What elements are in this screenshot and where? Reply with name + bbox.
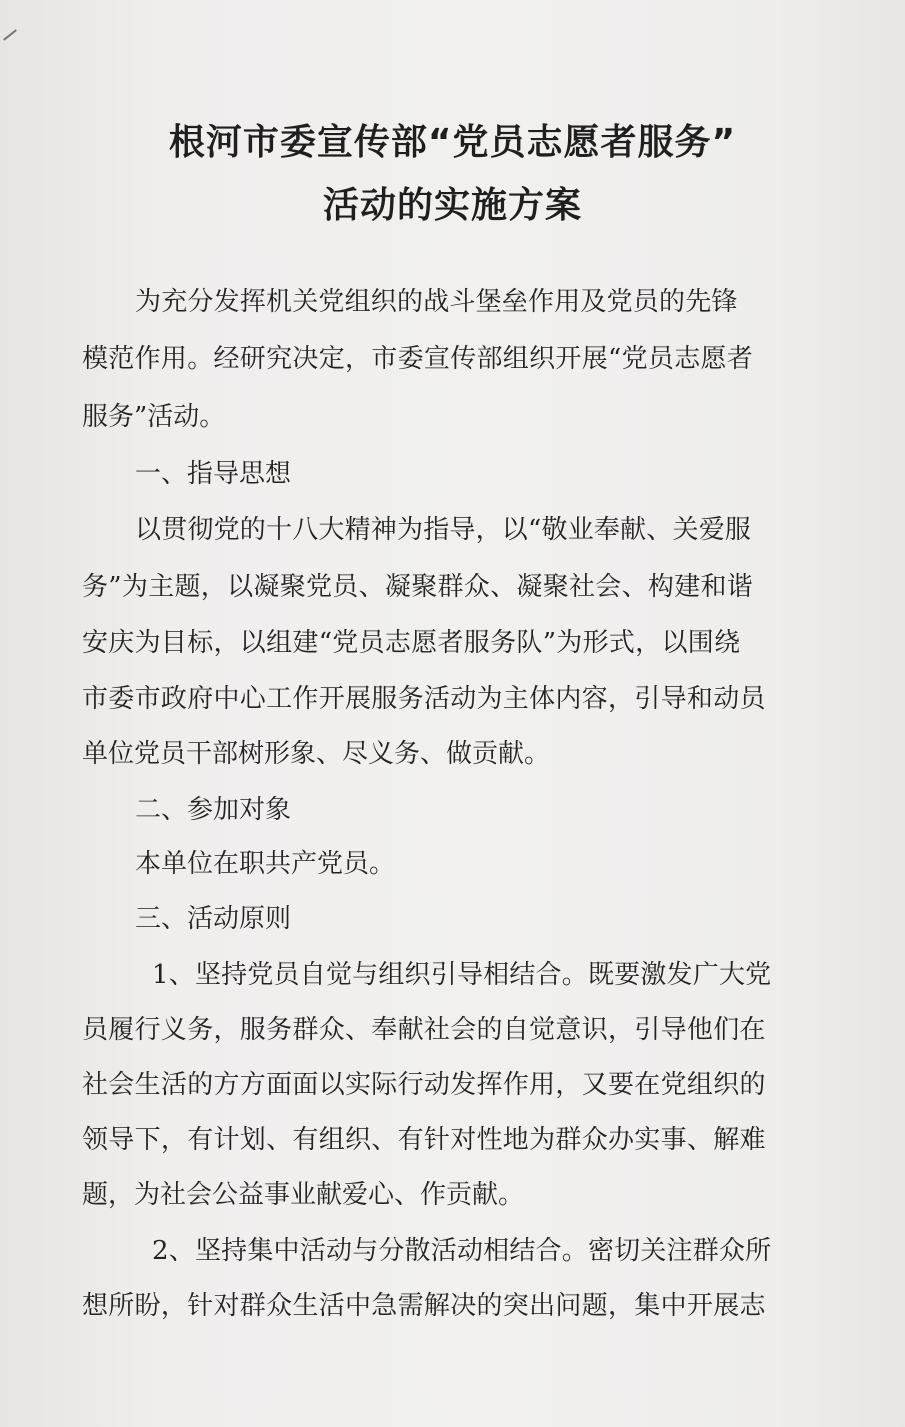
paragraph-line: 领导下，有计划、有组织、有针对性地为群众办实事、解难 <box>82 1125 766 1155</box>
section-heading-principles: 三、活动原则 <box>135 904 292 934</box>
paragraph-line: 务”为主题，以凝聚党员、凝聚群众、凝聚社会、构建和谐 <box>82 572 754 602</box>
paragraph-line: 模范作用。经研究决定，市委宣传部组织开展“党员志愿者 <box>82 344 754 374</box>
paragraph-line: 社会生活的方方面面以实际行动发挥作用，又要在党组织的 <box>82 1070 766 1100</box>
paragraph-line: 2、坚持集中活动与分散活动相结合。密切关注群众所 <box>152 1236 772 1266</box>
section-heading-guiding-thought: 一、指导思想 <box>135 459 292 489</box>
paragraph-line: 单位党员干部树形象、尽义务、做贡献。 <box>82 739 551 769</box>
paragraph-line: 员履行义务，服务群众、奉献社会的自觉意识，引导他们在 <box>82 1015 766 1045</box>
paragraph-line: 本单位在职共产党员。 <box>135 849 396 879</box>
paragraph-line: 以贯彻党的十八大精神为指导，以“敬业奉献、关爱服 <box>135 515 752 545</box>
pen-mark <box>3 29 17 40</box>
section-heading-participants: 二、参加对象 <box>135 795 292 825</box>
document-title-line-1: 根河市委宣传部“党员志愿者服务” <box>168 122 737 163</box>
paragraph-line: 安庆为目标，以组建“党员志愿者服务队”为形式，以围绕 <box>82 628 741 658</box>
paragraph-line: 为充分发挥机关党组织的战斗堡垒作用及党员的先锋 <box>135 287 738 317</box>
paragraph-line: 想所盼，针对群众生活中急需解决的突出问题，集中开展志 <box>82 1291 766 1321</box>
document-title-line-2: 活动的实施方案 <box>322 185 582 226</box>
paragraph-line: 服务”活动。 <box>82 402 226 432</box>
paragraph-line: 1、坚持党员自觉与组织引导相结合。既要激发广大党 <box>152 960 772 990</box>
paragraph-line: 市委市政府中心工作开展服务活动为主体内容，引导和动员 <box>82 684 766 714</box>
paragraph-line: 题，为社会公益事业献爱心、作贡献。 <box>82 1180 525 1210</box>
